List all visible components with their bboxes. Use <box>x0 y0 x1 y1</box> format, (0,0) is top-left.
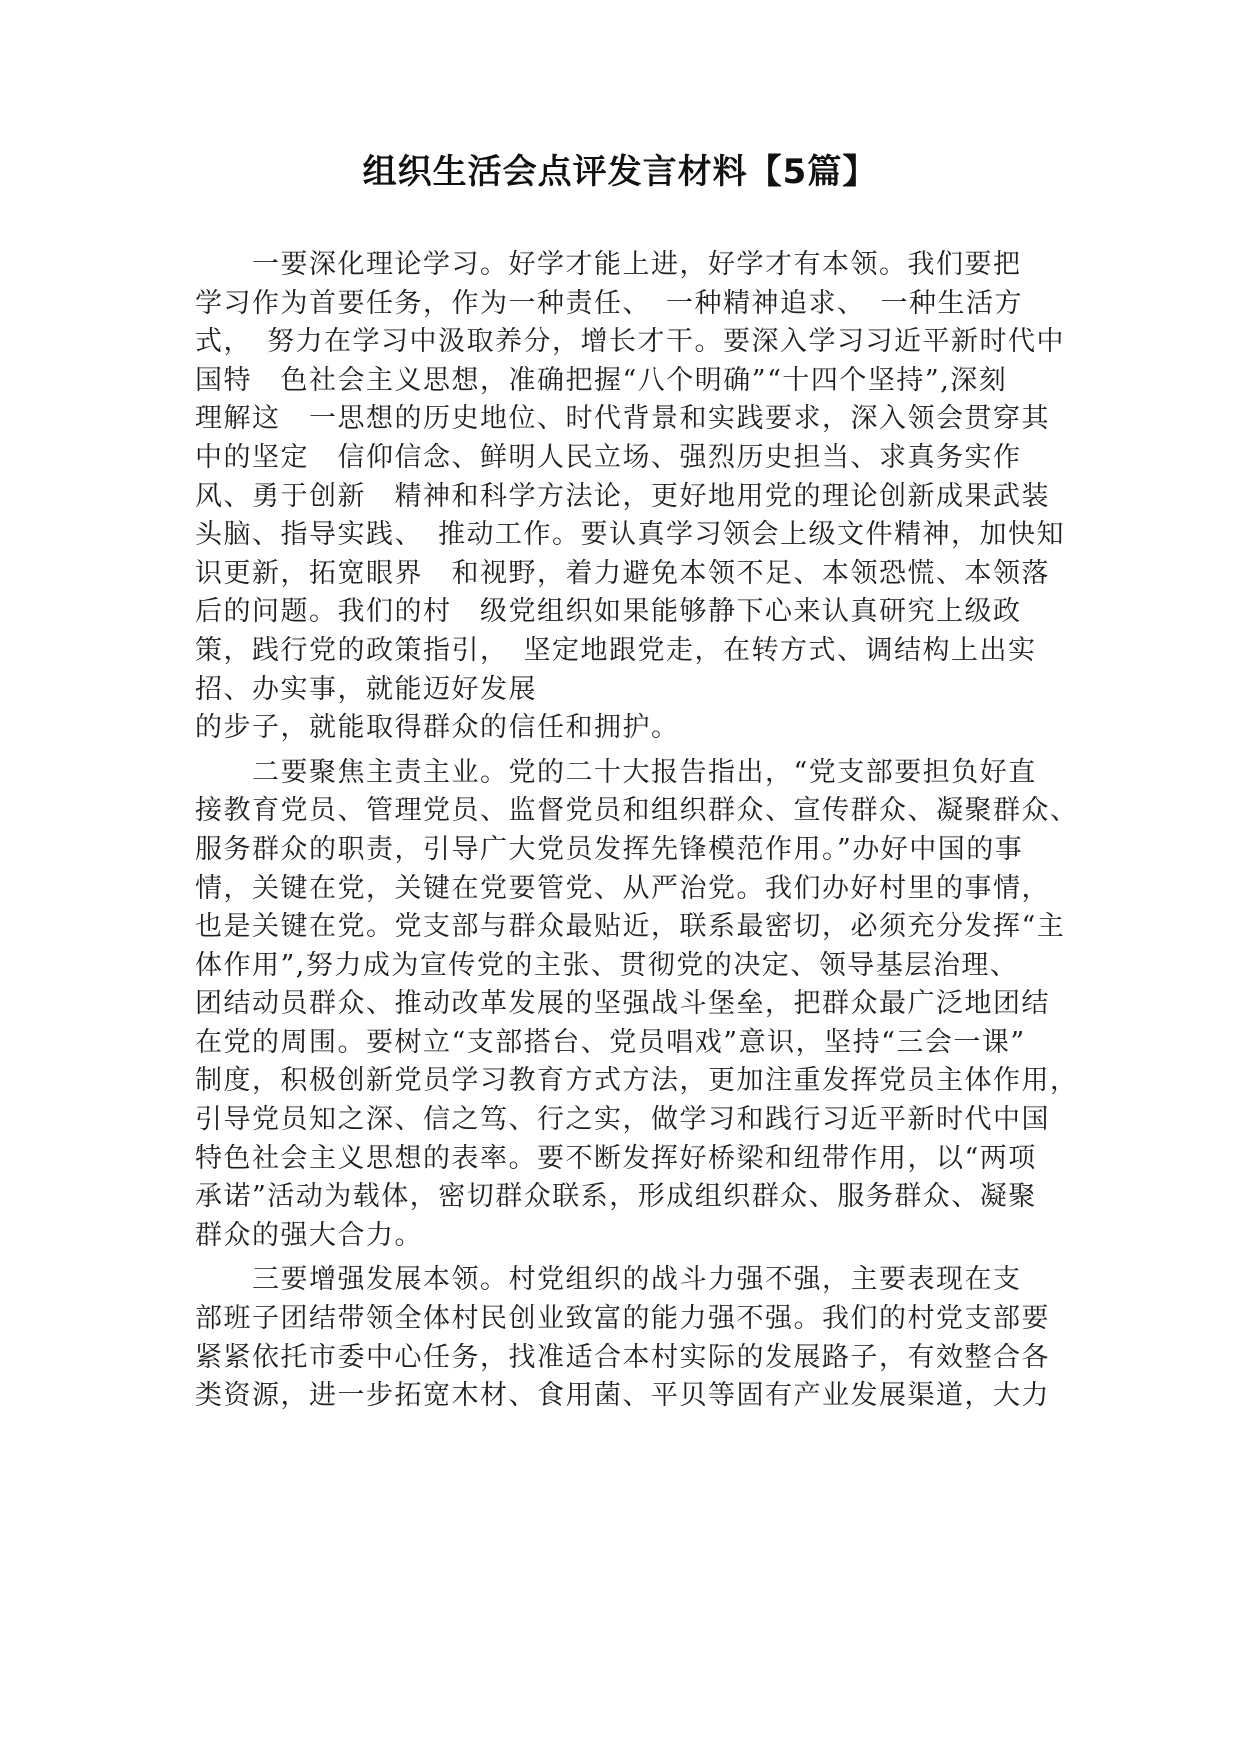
text-line: 群众的强大合力。 <box>195 1219 423 1251</box>
text-line: 承诺”活动为载体，密切群众联系，形成组织群众、服务群众、凝聚 <box>195 1181 1037 1213</box>
paragraph-2 <box>195 754 1079 1256</box>
text-line: 团结动员群众、推动改革发展的坚强战斗堡垒，把群众最广泛地团结 <box>195 988 1050 1020</box>
text-line: 头脑、指导实践、 推动工作。要认真学习领会上级文件精神，加快知 <box>195 519 1065 551</box>
text-line: 情，关键在党，关键在党要管党、从严治党。我们办好村里的事情， <box>195 872 1050 904</box>
document-body <box>195 246 1079 1422</box>
text-line: 特色社会主义思想的表率。要不断发挥好桥梁和纽带作用，以“两项 <box>195 1142 1037 1174</box>
paragraph-1 <box>195 246 1065 748</box>
text-line: 在党的周围。要树立“支部搭台、党员唱戏”意识，坚持“三会一课” <box>195 1026 1026 1058</box>
text-line: 风、勇于创新 精神和科学方法论，更好地用党的理论创新成果武装 <box>195 480 1050 512</box>
text-line: 策，践行党的政策指引， 坚定地跟党走，在转方式、调结构上出实 <box>195 634 1037 666</box>
paragraph-3 <box>195 1261 1065 1415</box>
text-line: 学习作为首要任务，作为一种责任、 一种精神追求、 一种生活方 <box>195 287 1023 319</box>
text-line: 接教育党员、管理党员、监督党员和组织群众、宣传群众、凝聚群众、 <box>195 795 1079 827</box>
text-line: 理解这 一思想的历史地位、时代背景和实践要求，深入领会贯穿其 <box>195 403 1050 435</box>
text-line: 式， 努力在学习中汲取养分，增长才干。要深入学习习近平新时代中 <box>195 326 1065 358</box>
text-line: 制度，积极创新党员学习教育方式方法，更加注重发挥党员主体作用， <box>195 1065 1079 1097</box>
text-line: 二要聚焦主责主业。党的二十大报告指出，“党支部要担负好直 <box>195 756 1037 788</box>
text-line: 体作用”,努力成为宣传党的主张、贯彻党的决定、领导基层治理、 <box>195 949 1019 981</box>
text-line: 紧紧依托市委中心任务，找准适合本村实际的发展路子，有效整合各 <box>195 1341 1050 1373</box>
text-line: 也是关键在党。党支部与群众最贴近，联系最密切，必须充分发挥“主 <box>195 911 1066 943</box>
text-line: 的步子，就能取得群众的信任和拥护。 <box>195 712 680 744</box>
document-title: 组织生活会点评发言材料【5篇】 <box>362 152 878 192</box>
text-line: 引导党员知之深、信之笃、行之实，做学习和践行习近平新时代中国 <box>195 1104 1050 1136</box>
text-line: 服务群众的职责，引导广大党员发挥先锋模范作用。”办好中国的事 <box>195 833 1024 865</box>
text-line: 后的问题。我们的村 级党组织如果能够静下心来认真研究上级政 <box>195 596 1022 628</box>
text-line: 部班子团结带领全体村民创业致富的能力强不强。我们的村党支部要 <box>195 1303 1050 1335</box>
text-line: 三要增强发展本领。村党组织的战斗力强不强，主要表现在支 <box>195 1264 1022 1296</box>
text-line: 中的坚定 信仰信念、鲜明人民立场、强烈历史担当、求真务实作 <box>195 441 1022 473</box>
text-line: 识更新，拓宽眼界 和视野，着力避免本领不足、本领恐慌、本领落 <box>195 557 1050 589</box>
text-line: 国特 色社会主义思想，准确把握“八个明确”“十四个坚持”,深刻 <box>195 364 1008 396</box>
text-line: 一要深化理论学习。好学才能上进，好学才有本领。我们要把 <box>195 249 1022 280</box>
text-line: 招、办实事，就能迈好发展 <box>195 673 537 705</box>
text-line: 类资源，进一步拓宽木材、食用菌、平贝等固有产业发展渠道，大力 <box>195 1380 1050 1412</box>
